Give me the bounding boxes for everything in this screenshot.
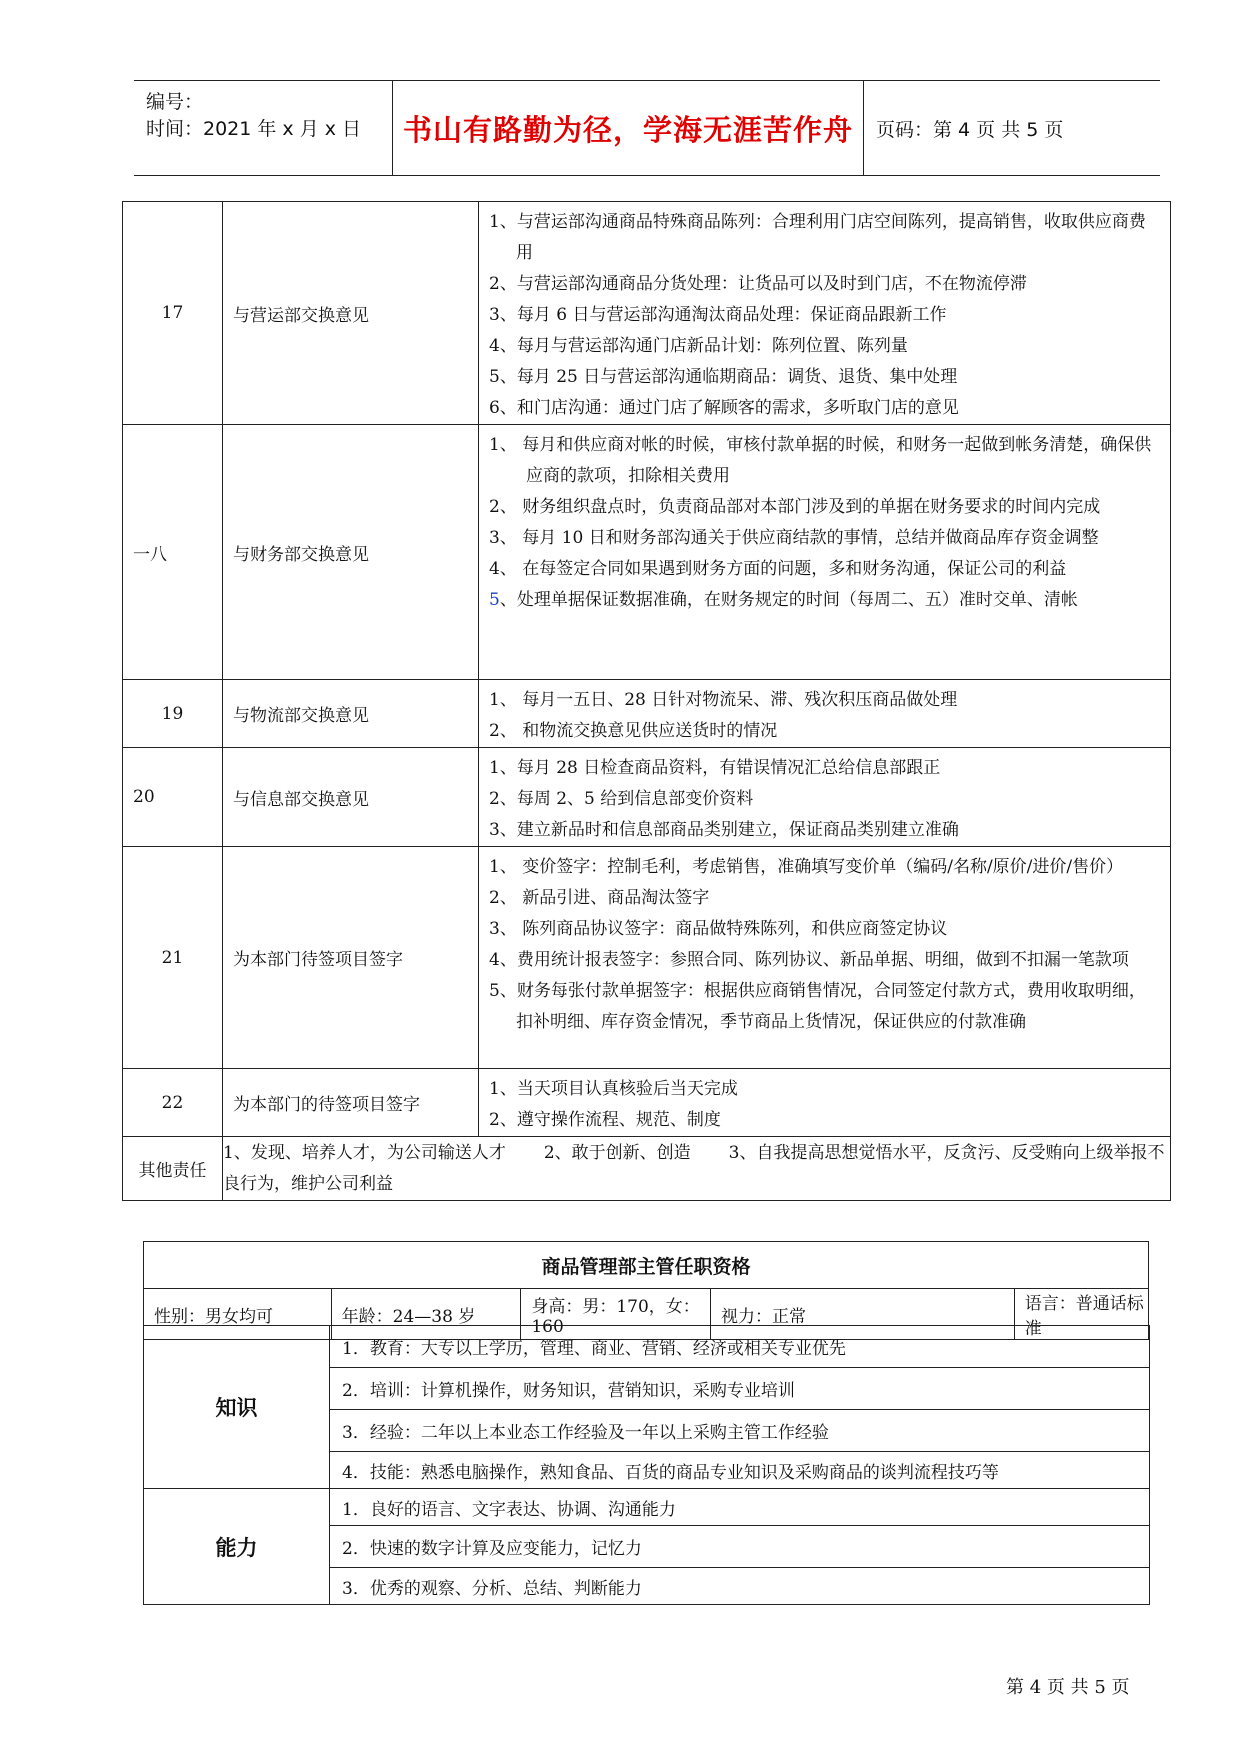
ability-item: 1．良好的语言、文字表达、协调、沟通能力: [330, 1489, 1150, 1526]
document-date: 时间：2021 年 x 月 x 日: [146, 118, 362, 140]
other-duties-label: 其他责任: [123, 1137, 223, 1201]
list-item: 1、 每月一五日、28 日针对物流呆、滞、残次积压商品做处理: [489, 690, 958, 710]
list-item: 5、财务每张付款单据签字：根据供应商销售情况，合同签定付款方式，费用收取明细，扣补明细、库存资金情况，季节商品上货情况，保证供应的付款准确: [489, 981, 1146, 1032]
ability-item: 2．快速的数字计算及应变能力，记忆力: [330, 1526, 1150, 1568]
duty-title: 为本部门待签项目签字: [223, 847, 479, 1069]
duty-number: 22: [123, 1069, 223, 1137]
list-item: [489, 585, 1162, 616]
header-page-number: 页码：第 4 页 共 5 页: [876, 118, 1064, 141]
page-header: [134, 80, 1160, 176]
duty-number: 一八: [123, 425, 223, 680]
table-row: [123, 680, 1171, 748]
duty-title: 与信息部交换意见: [223, 748, 479, 847]
duty-items: [479, 680, 1171, 748]
knowledge-item: 2．培训：计算机操作，财务知识，营销知识，采购专业培训: [330, 1368, 1150, 1410]
list-item: 1、与营运部沟通商品特殊商品陈列：合理利用门店空间陈列，提高销售，收取供应商费用: [489, 212, 1146, 263]
duty-items: [479, 202, 1171, 425]
item-number: 5: [489, 590, 500, 610]
table-row: [123, 748, 1171, 847]
duty-title: 与财务部交换意见: [223, 425, 479, 680]
list-item: 4、费用统计报表签字：参照合同、陈列协议、新品单据、明细，做到不扣漏一笔款项: [489, 950, 1129, 970]
other-duty: 3、自我提高思想觉悟水平，反贪污、反受贿向上级举报不良行为，维护公司利益: [223, 1142, 1165, 1194]
duty-items: [479, 847, 1171, 1069]
item-text: 、处理单据保证数据准确，在财务规定的时间（每周二、五）准时交单、清帐: [499, 590, 1078, 610]
other-duty: 2、敢于创新、创造: [543, 1142, 691, 1163]
table-row: [144, 1242, 1149, 1289]
table-row: [123, 1137, 1171, 1201]
language-requirement: 语言：普通话标准: [1014, 1289, 1148, 1340]
list-item: 3、每月 6 日与营运部沟通淘汰商品处理：保证商品跟新工作: [489, 305, 947, 325]
vision-requirement: 视力：正常: [711, 1289, 1015, 1340]
list-item: 5、每月 25 日与营运部沟通临期商品：调货、退货、集中处理: [489, 367, 958, 387]
list-item: 2、每周 2、5 给到信息部变价资料: [489, 789, 754, 809]
other-duties-text: [223, 1137, 1171, 1201]
knowledge-item: 3．经验：二年以上本业态工作经验及一年以上采购主管工作经验: [330, 1410, 1150, 1452]
list-item: 3、 每月 10 日和财务部沟通关于供应商结款的事情，总结并做商品库存资金调整: [489, 528, 1099, 548]
duty-items: [479, 748, 1171, 847]
knowledge-label: 知识: [144, 1326, 330, 1489]
list-item: 2、 新品引进、商品淘汰签字: [489, 888, 710, 908]
table-row: [123, 425, 1171, 680]
list-item: 2、遵守操作流程、规范、制度: [489, 1110, 721, 1130]
list-item: 4、 在每签定合同如果遇到财务方面的问题，多和财务沟通，保证公司的利益: [489, 559, 1067, 579]
knowledge-item: 1．教育：大专以上学历，管理、商业、营销、经济或相关专业优先: [330, 1326, 1150, 1368]
table-row: [144, 1489, 1150, 1526]
list-item: 2、 和物流交换意见供应送货时的情况: [489, 721, 778, 741]
duty-title: 与营运部交换意见: [223, 202, 479, 425]
height-requirement: 身高：男：170，女：160: [521, 1289, 711, 1340]
list-item: 1、 变价签字：控制毛利，考虑销售，准确填写变价单（编码/名称/原价/进价/售价）: [489, 857, 1124, 877]
gender-requirement: 性别：男女均可: [144, 1289, 332, 1340]
list-item: 1、每月 28 日检查商品资料，有错误情况汇总给信息部跟正: [489, 758, 941, 778]
list-item: 4、每月与营运部沟通门店新品计划：陈列位置、陈列量: [489, 336, 908, 356]
header-meta: [134, 81, 393, 175]
duty-number: 19: [123, 680, 223, 748]
other-duty: 1、发现、培养人才，为公司输送人才: [223, 1142, 506, 1163]
page-footer: 第 4 页 共 5 页: [1006, 1677, 1130, 1698]
list-item: 1、当天项目认真核验后当天完成: [489, 1079, 738, 1099]
duty-number: 21: [123, 847, 223, 1069]
duty-number: 17: [123, 202, 223, 425]
duty-items: [479, 1069, 1171, 1137]
list-item: 3、 陈列商品协议签字：商品做特殊陈列，和供应商签定协议: [489, 919, 948, 939]
ability-label: 能力: [144, 1489, 330, 1605]
duty-title: 为本部门的待签项目签字: [223, 1069, 479, 1137]
list-item: 3、建立新品时和信息部商品类别建立，保证商品类别建立准确: [489, 820, 959, 840]
table-row: [144, 1326, 1150, 1368]
table-row: [123, 847, 1171, 1069]
qualification-detail-table: [143, 1325, 1150, 1605]
duties-table: [122, 201, 1171, 1201]
list-item: 2、 财务组织盘点时，负责商品部对本部门涉及到的单据在财务要求的时间内完成: [489, 497, 1101, 517]
table-row: [123, 1069, 1171, 1137]
header-motto: 书山有路勤为径，学海无涯苦作舟: [393, 81, 864, 175]
qualification-title: 商品管理部主管任职资格: [144, 1242, 1149, 1289]
list-item: 6、和门店沟通：通过门店了解顾客的需求，多听取门店的意见: [489, 398, 959, 418]
duty-title: 与物流部交换意见: [223, 680, 479, 748]
duty-items: [479, 425, 1171, 680]
table-row: [123, 202, 1171, 425]
duty-number: 20: [123, 748, 223, 847]
knowledge-item: 4．技能：熟悉电脑操作，熟知食品、百货的商品专业知识及采购商品的谈判流程技巧等: [330, 1452, 1150, 1489]
ability-item: 3．优秀的观察、分析、总结、判断能力: [330, 1568, 1150, 1605]
document-number: 编号：: [146, 91, 204, 113]
list-item: 2、与营运部沟通商品分货处理：让货品可以及时到门店，不在物流停滞: [489, 274, 1027, 294]
list-item: 1、 每月和供应商对帐的时候，审核付款单据的时候，和财务一起做到帐务清楚，确保供应商的款项，扣除相关费用: [489, 435, 1152, 486]
age-requirement: 年龄：24—38 岁: [331, 1289, 521, 1340]
